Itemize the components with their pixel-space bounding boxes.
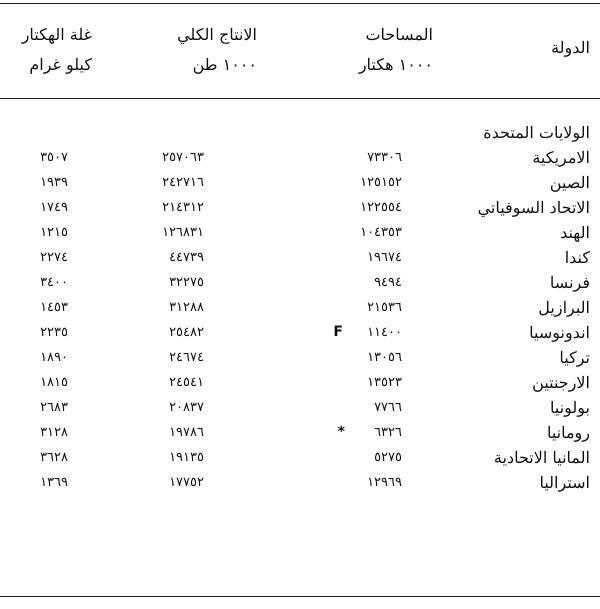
cell-yield: ٢٢٣٥ xyxy=(40,325,68,340)
annotation-mark: F xyxy=(333,324,343,340)
header-country-label: الدولة xyxy=(551,38,590,57)
table-row xyxy=(0,270,600,295)
cell-area: ٥٢٧٥ xyxy=(374,450,402,465)
header-area-unit: ١٠٠٠ هكتار xyxy=(358,55,433,74)
cell-area: ٧٣٣٠٦ xyxy=(367,150,402,165)
cell-yield: ٣٤٠٠ xyxy=(40,275,68,290)
table-body xyxy=(0,120,600,495)
cell-area: ١٩٦٧٤ xyxy=(367,250,402,265)
header-bottom-rule xyxy=(0,98,600,99)
cell-production: ٢٤٢٧١٦ xyxy=(162,175,204,190)
cell-production: ٤٤٧٣٩ xyxy=(169,250,204,265)
cell-yield: ١٤٥٣ xyxy=(40,300,68,315)
cell-country: بولونيا xyxy=(549,398,590,417)
cell-production: ٢٤٥٤١ xyxy=(169,375,204,390)
table-row xyxy=(0,220,600,245)
cell-country: اندونوسيا xyxy=(529,323,590,342)
cell-country: الولايات المتحدة xyxy=(483,123,590,142)
table-row xyxy=(0,245,600,270)
table-row xyxy=(0,420,600,445)
cell-yield: ١٣٦٩ xyxy=(40,475,68,490)
cell-yield: ٣١٢٨ xyxy=(40,425,68,440)
cell-yield: ١٨١٥ xyxy=(40,375,68,390)
table-row xyxy=(0,370,600,395)
cell-yield: ٢٢٧٤ xyxy=(40,250,68,265)
table-row xyxy=(0,445,600,470)
cell-area: ٢١٥٣٦ xyxy=(367,300,402,315)
table-row xyxy=(0,345,600,370)
cell-yield: ١٢١٥ xyxy=(40,225,68,240)
table-top-rule xyxy=(0,3,600,4)
header-production-label: الانتاج الكلي xyxy=(177,25,257,44)
cell-production: ١٩٧٨٦ xyxy=(169,425,204,440)
cell-yield: ١٩٣٩ xyxy=(40,175,68,190)
cell-area: ١٣٠٥٦ xyxy=(367,350,402,365)
cell-country: الامريكية xyxy=(532,148,590,167)
cell-area: ٧٧٦٦ xyxy=(374,400,402,415)
cell-area: ١١٤٠٠ xyxy=(367,325,402,340)
annotation-mark: * xyxy=(337,424,345,440)
header-production-unit: ١٠٠٠ طن xyxy=(192,55,257,74)
cell-area: ١٢٥١٥٢ xyxy=(360,175,402,190)
cell-country: استراليا xyxy=(539,473,590,492)
header-yield xyxy=(22,20,92,80)
table-row xyxy=(0,295,600,320)
cell-production: ٢٤٦٧٤ xyxy=(169,350,204,365)
table-row xyxy=(0,120,600,145)
header-yield-label: غلة الهكتار xyxy=(21,25,92,44)
cell-country: البرازيل xyxy=(538,298,590,317)
cell-production: ٣١٢٨٨ xyxy=(169,300,204,315)
table-row xyxy=(0,395,600,420)
cell-country: رومانيا xyxy=(546,423,590,442)
cell-country: كندا xyxy=(564,248,590,267)
cell-area: ١٠٤٣٥٣ xyxy=(360,225,402,240)
cell-production: ١٧٧٥٢ xyxy=(169,475,204,490)
table-row xyxy=(0,195,600,220)
cell-yield: ٣٦٢٨ xyxy=(40,450,68,465)
cell-yield: ٢٦٨٣ xyxy=(40,400,68,415)
header-production xyxy=(177,20,257,80)
cell-yield: ١٧٤٩ xyxy=(40,200,68,215)
cell-country: الارجنتين xyxy=(532,373,590,392)
cell-production: ٢١٤٣١٢ xyxy=(162,200,204,215)
cell-country: الهند xyxy=(560,223,590,242)
cell-production: ٣٢٢٧٥ xyxy=(169,275,204,290)
cell-area: ١٢٩٦٩ xyxy=(367,475,402,490)
cell-production: ٢٥٤٨٢ xyxy=(169,325,204,340)
cell-country: الصين xyxy=(549,173,590,192)
table-row xyxy=(0,145,600,170)
header-country xyxy=(551,33,590,63)
header-yield-unit: كيلو غرام xyxy=(29,55,92,74)
cell-area: ٦٣٢٦ xyxy=(374,425,402,440)
table-row xyxy=(0,170,600,195)
table-row xyxy=(0,320,600,345)
header-area xyxy=(359,20,433,80)
cell-country: تركيا xyxy=(559,348,590,367)
cell-area: ١٣٥٢٣ xyxy=(367,375,402,390)
cell-country: فرنسا xyxy=(549,273,590,292)
table-row xyxy=(0,470,600,495)
header-area-label: المساحات xyxy=(365,25,433,44)
cell-production: ١٩١٣٥ xyxy=(169,450,204,465)
cell-country: المانيا الاتحادية xyxy=(493,448,590,467)
cell-area: ١٢٢٥٥٤ xyxy=(360,200,402,215)
cell-yield: ١٨٩٠ xyxy=(40,350,68,365)
cell-production: ١٢٦٨٣١ xyxy=(162,225,204,240)
cell-country: الاتحاد السوفياتي xyxy=(477,198,590,217)
cell-production: ٢٥٧٠٦٣ xyxy=(162,150,204,165)
table-bottom-rule xyxy=(0,596,600,597)
cell-area: ٩٤٩٤ xyxy=(374,275,402,290)
cell-production: ٢٠٨٣٧ xyxy=(169,400,204,415)
cell-yield: ٣٥٠٧ xyxy=(40,150,68,165)
